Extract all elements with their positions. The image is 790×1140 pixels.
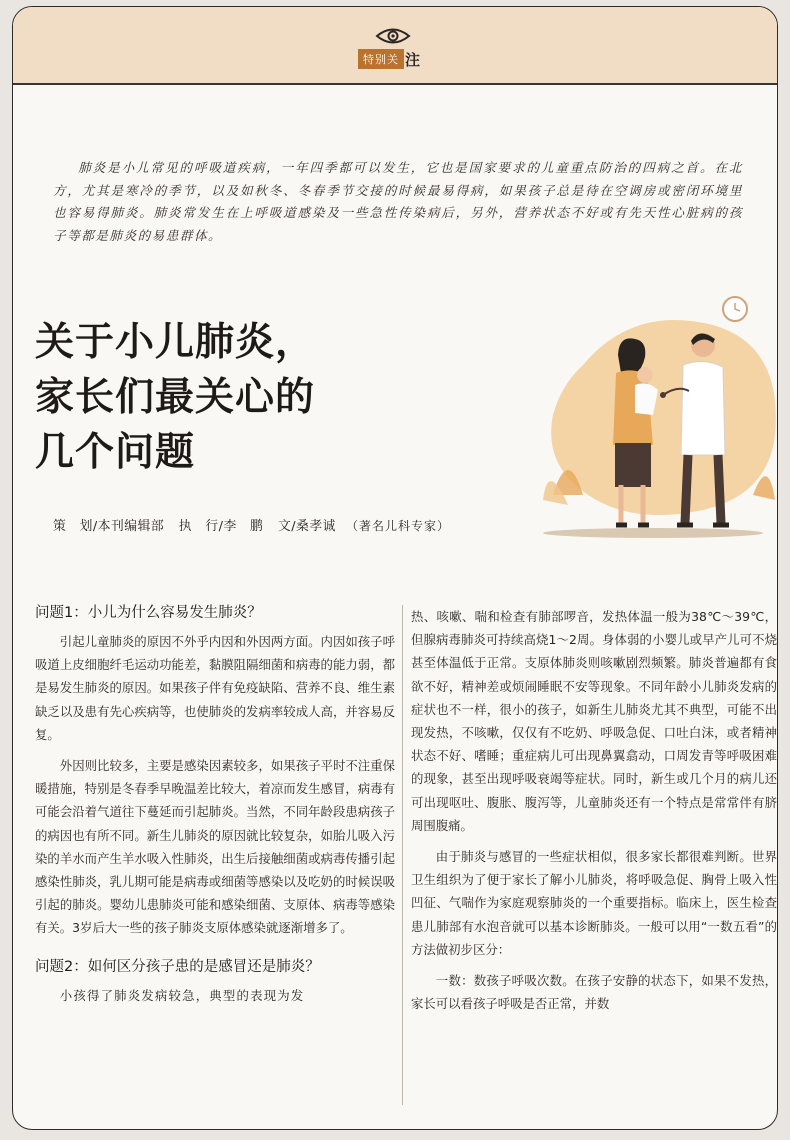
title-line-1: 关于小儿肺炎， <box>35 319 316 365</box>
question-1-paragraph-1: 引起儿童肺炎的原因不外乎内因和外因两方面。内因如孩子呼吸道上皮细胞纤毛运动功能差，黏膜阻隔细菌和病毒的能力弱，都是易发生肺炎的原因。如果孩子伴有免疫缺陷、营养不良、维生素缺乏以及患有先心疾病等，也使肺炎的发病率较成人高，并容易反复。 <box>35 634 395 742</box>
question-1-paragraph-2: 外因则比较多，主要是感染因素较多，如果孩子平时不注重保暖措施，特别是冬春季早晚温差比较大，着凉而发生感冒，病毒有可能会沿着气道往下蔓延而引起肺炎。当然，不同年龄段患病孩子的病因也有所不同。新生儿肺炎的原因就比较复杂，如胎儿吸入污染的羊水而产生羊水吸入性肺炎，出生后接触细菌或病毒传播引起感染性肺炎，乳儿期可能是病毒或细菌等感染以及吃奶的时候误吸引起的肺炎。婴幼儿患肺炎可能和感染细菌、支原体、病毒等感染有关。3岁后大一些的孩子肺炎支原体感染就逐渐增多了。 <box>35 758 395 936</box>
question-2-paragraph-3: 一数：数孩子呼吸次数。在孩子安静的状态下，如果不发热，家长可以看孩子呼吸是否正常，并数 <box>411 973 777 1012</box>
doctor-mother-child-illustration <box>513 295 778 545</box>
credit-exec: 执 行/李 鹏 <box>178 519 264 534</box>
section-tag-emphasis: 注 <box>405 50 421 69</box>
page-header <box>13 7 777 83</box>
section-tag <box>358 49 420 69</box>
question-1-heading: 问题1：小儿为什么容易发生肺炎？ <box>35 605 262 621</box>
column-right <box>411 605 777 1015</box>
credit-plan: 策 划/本刊编辑部 <box>53 519 165 534</box>
question-2-paragraph-2: 由于肺炎与感冒的一些症状相似，很多家长都很难判断。世界卫生组织为了便于家长了解小儿肺炎，将呼吸急促、胸骨上吸入性凹征、气喘作为家庭观察肺炎的一个重要指标。临床上，医生检查患儿肺部有水泡音就可以基本诊断肺炎。一般可以用“一数五看”的方法做初步区分： <box>411 849 777 957</box>
article-title <box>35 315 505 480</box>
column-left <box>35 600 395 1007</box>
title-line-3: 几个问题 <box>35 429 196 475</box>
eye-icon <box>375 25 411 47</box>
question-2-heading: 问题2：如何区分孩子患的是感冒还是肺炎？ <box>35 958 320 975</box>
article-credits <box>53 515 450 534</box>
column-divider <box>402 605 403 1105</box>
intro-paragraph: 肺炎是小儿常见的呼吸道疾病，一年四季都可以发生，它也是国家要求的儿童重点防治的四病之首。在北方，尤其是寒冷的季节，以及如秋冬、冬春季节交接的时候最易得病，如果孩子总是待在空调房或密闭环境里也容易得肺炎。肺炎常发生在上呼吸道感染及一些急性传染病后，另外，营养状态不好或有先天性心脏病的孩子等都是肺炎的易患群体。 <box>53 160 743 243</box>
header-divider <box>13 83 777 85</box>
question-2-paragraph-1: 小孩得了肺炎发病较急，典型的表现为发 <box>59 987 305 1003</box>
question-2-paragraph-cont: 热、咳嗽、喘和检查有肺部啰音，发热体温一般为38℃～39℃，但腺病毒肺炎可持续高烧1～2周。身体弱的小婴儿或早产儿可不烧甚至体温低于正常。支原体肺炎则咳嗽剧烈频繁。肺炎普遍都有食欲不好，精神差或烦闹睡眠不安等现象。不同年龄小儿肺炎发病的症状也不一样，很小的孩子，如新生儿肺炎尤其不典型，可能不出现发热，不咳嗽，仅仅有不吃奶、呼吸急促、口吐白沫，或者精神状态不好、嗜睡；重症病儿可出现鼻翼翕动，口周发青等呼吸困难的现象，甚至出现呼吸衰竭等症状。同时，新生或几个月的病儿还可出现呕吐、腹胀、腹泻等，儿童肺炎还有一个特点是常常伴有脐周围腹痛。 <box>411 609 777 833</box>
magazine-page <box>12 6 778 1130</box>
section-tag-label: 特别关 <box>358 49 404 69</box>
title-line-2: 家长们最关心的 <box>35 374 316 420</box>
credit-note: （著名儿科专家） <box>345 519 450 533</box>
credit-author: 文/桑孝诚 <box>277 519 336 534</box>
